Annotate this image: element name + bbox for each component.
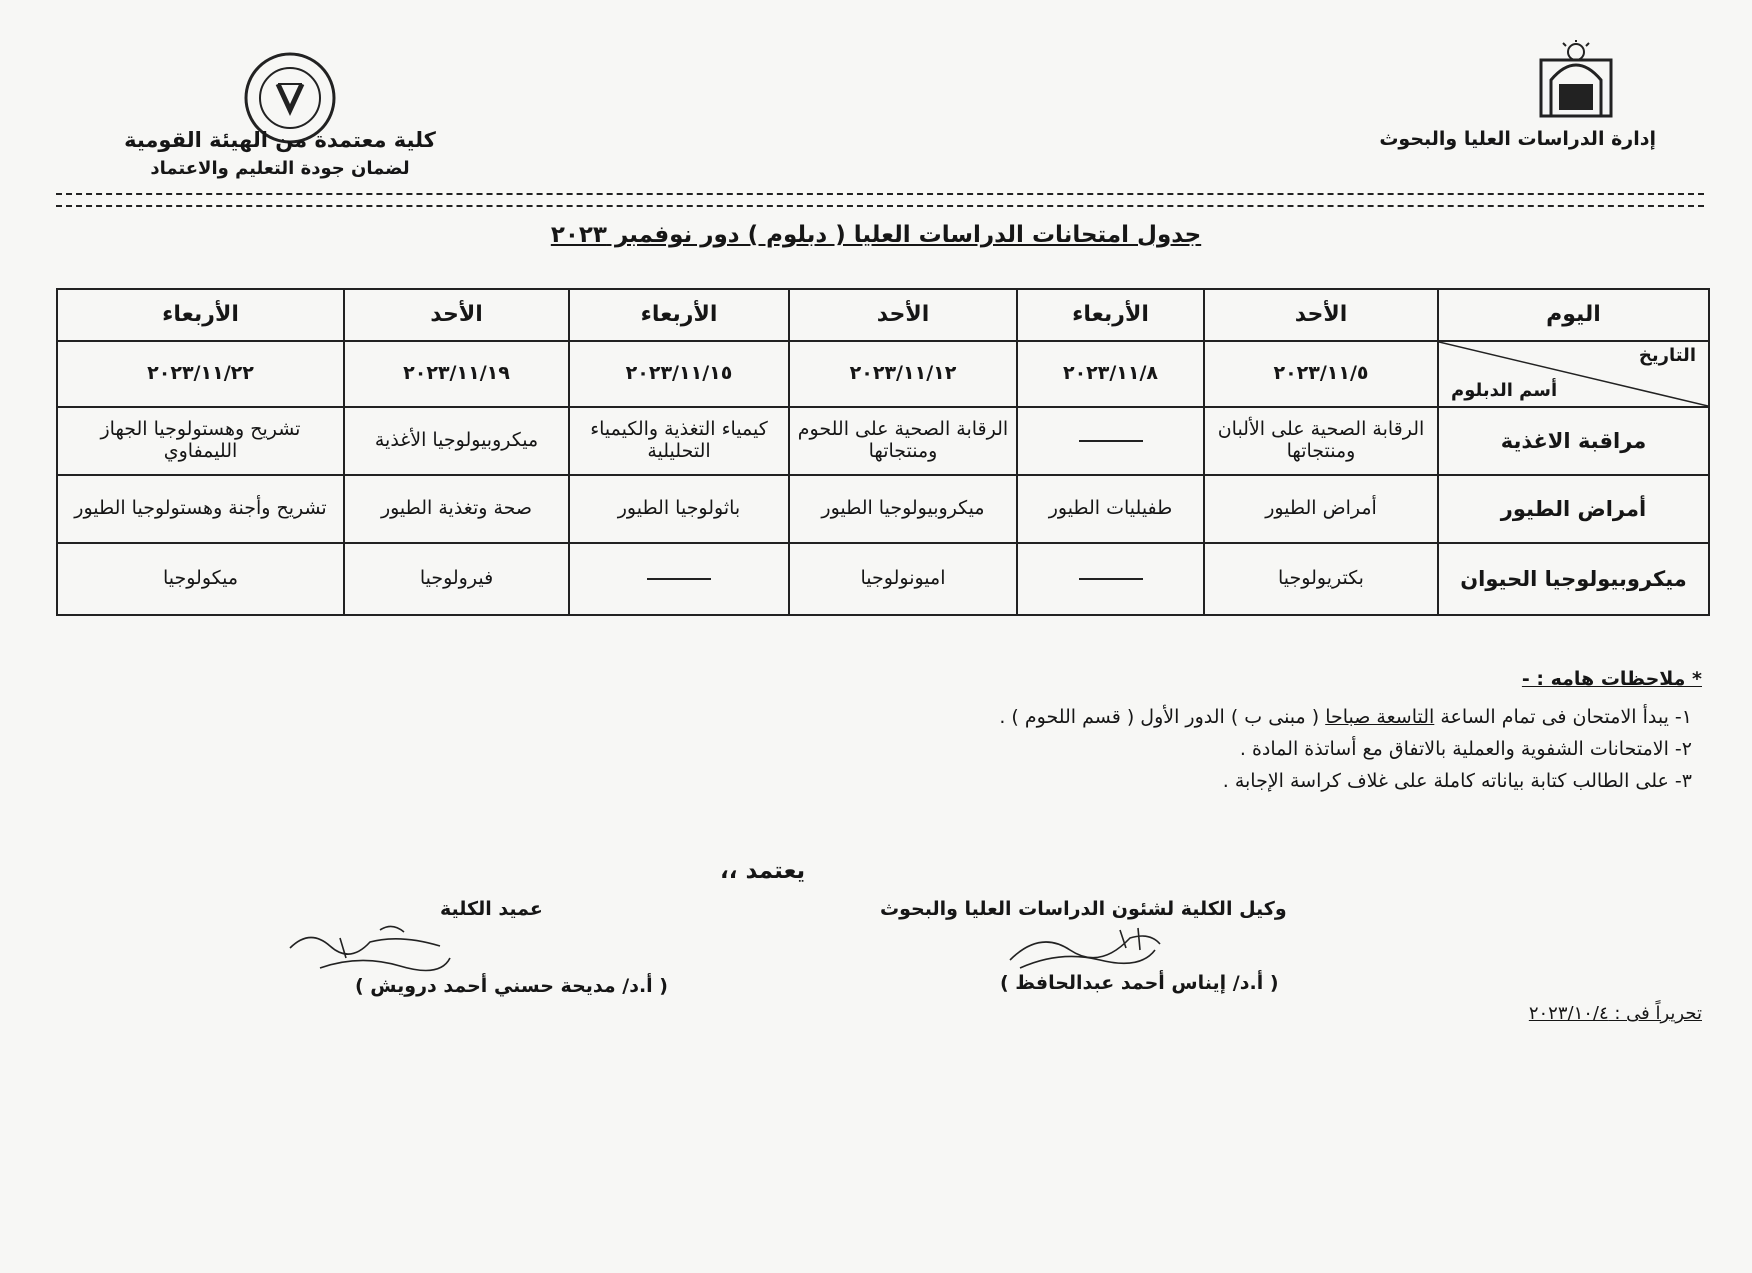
exam-cell-empty [1017,407,1204,475]
university-logo [1535,40,1617,120]
notes-title: * ملاحظات هامه : - [1521,668,1702,690]
exam-cell: باثولوجيا الطيور [569,475,789,543]
accreditation-line-1: كلية معتمدة من الهيئة القومية [124,128,436,152]
day-cell: الأربعاء [1017,289,1204,341]
date-diploma-header [1438,341,1709,407]
note-text: على الطالب كتابة بياناته كاملة على غلاف كراسة الإجابة . [1222,770,1669,792]
vice-dean-name: ( أ.د/ إيناس أحمد عبدالحافظ ) [1000,972,1279,994]
diploma-header: أسم الدبلوم [1451,380,1558,402]
page-title: جدول امتحانات الدراسات العليا ( دبلوم ) دور نوفمبر ٢٠٢٣ [550,222,1202,248]
day-header: اليوم [1438,289,1709,341]
note-number: ٣- [1674,770,1692,792]
exam-cell: كيمياء التغذية والكيمياء التحليلية [569,407,789,475]
dean-name: ( أ.د/ مديحة حسني أحمد درويش ) [355,975,668,997]
exam-cell: طفيليات الطيور [1017,475,1204,543]
exam-cell: ميكولوجيا [57,543,344,615]
date-cell: ٢٠٢٣/١١/١٥ [569,341,789,407]
diploma-name: أمراض الطيور [1438,475,1709,543]
exam-cell: ميكروبيولوجيا الأغذية [344,407,569,475]
accreditation-line-2: لضمان جودة التعليم والاعتماد [150,158,410,179]
note-number: ٢- [1674,738,1692,760]
separator-line [56,193,1704,207]
dash-mark [1079,578,1143,580]
note-text: الامتحانات الشفوية والعملية بالاتفاق مع أساتذة المادة . [1239,738,1669,760]
date-cell: ٢٠٢٣/١١/٥ [1204,341,1438,407]
exam-cell: الرقابة الصحية على اللحوم ومنتجاتها [789,407,1017,475]
day-row [57,289,1709,341]
department-name: إدارة الدراسات العليا والبحوث [1379,128,1656,150]
note-emphasis: التاسعة صباحا [1325,706,1435,728]
date-header: التاريخ [1638,345,1696,366]
dash-mark [1079,440,1143,442]
date-cell: ٢٠٢٣/١١/١٩ [344,341,569,407]
table-row [57,543,1709,615]
table-row [57,407,1709,475]
note-text: يبدأ الامتحان فى تمام الساعة [1434,706,1669,728]
dash-mark [647,578,711,580]
date-cell: ٢٠٢٣/١١/١٢ [789,341,1017,407]
note-item [1240,738,1692,760]
day-cell: الأحد [789,289,1017,341]
exam-cell: بكتريولوجيا [1204,543,1438,615]
note-number: ١- [1674,706,1692,728]
exam-cell-empty [1017,543,1204,615]
day-cell: الأربعاء [57,289,344,341]
vice-dean-signature [1000,920,1170,978]
note-item [1223,770,1692,792]
day-cell: الأحد [344,289,569,341]
approval-label: يعتمد ،، [720,858,806,884]
date-row [57,341,1709,407]
note-text: ( مبنى ب ) الدور الأول ( قسم اللحوم ) . [999,706,1326,728]
dean-signature [280,918,460,978]
dean-title: عميد الكلية [440,898,543,920]
exam-cell: ميكروبيولوجيا الطيور [789,475,1017,543]
exam-cell: أمراض الطيور [1204,475,1438,543]
exam-cell: الرقابة الصحية على الألبان ومنتجاتها [1204,407,1438,475]
exam-cell: صحة وتغذية الطيور [344,475,569,543]
diploma-name: ميكروبيولوجيا الحيوان [1438,543,1709,615]
date-cell: ٢٠٢٣/١١/٢٢ [57,341,344,407]
issue-date: تحريراً فى : ٢٠٢٣/١٠/٤ [1528,1003,1702,1024]
vice-dean-title: وكيل الكلية لشئون الدراسات العليا والبحوث [880,898,1287,920]
table-row [57,475,1709,543]
exam-cell: فيرولوجيا [344,543,569,615]
exam-cell: تشريح وهستولوجيا الجهاز الليمفاوي [57,407,344,475]
note-item [999,706,1692,728]
exam-schedule-table [56,288,1710,616]
date-cell: ٢٠٢٣/١١/٨ [1017,341,1204,407]
day-cell: الأحد [1204,289,1438,341]
day-cell: الأربعاء [569,289,789,341]
exam-cell: اميونولوجيا [789,543,1017,615]
diploma-name: مراقبة الاغذية [1438,407,1709,475]
exam-cell-empty [569,543,789,615]
exam-cell: تشريح وأجنة وهستولوجيا الطيور [57,475,344,543]
